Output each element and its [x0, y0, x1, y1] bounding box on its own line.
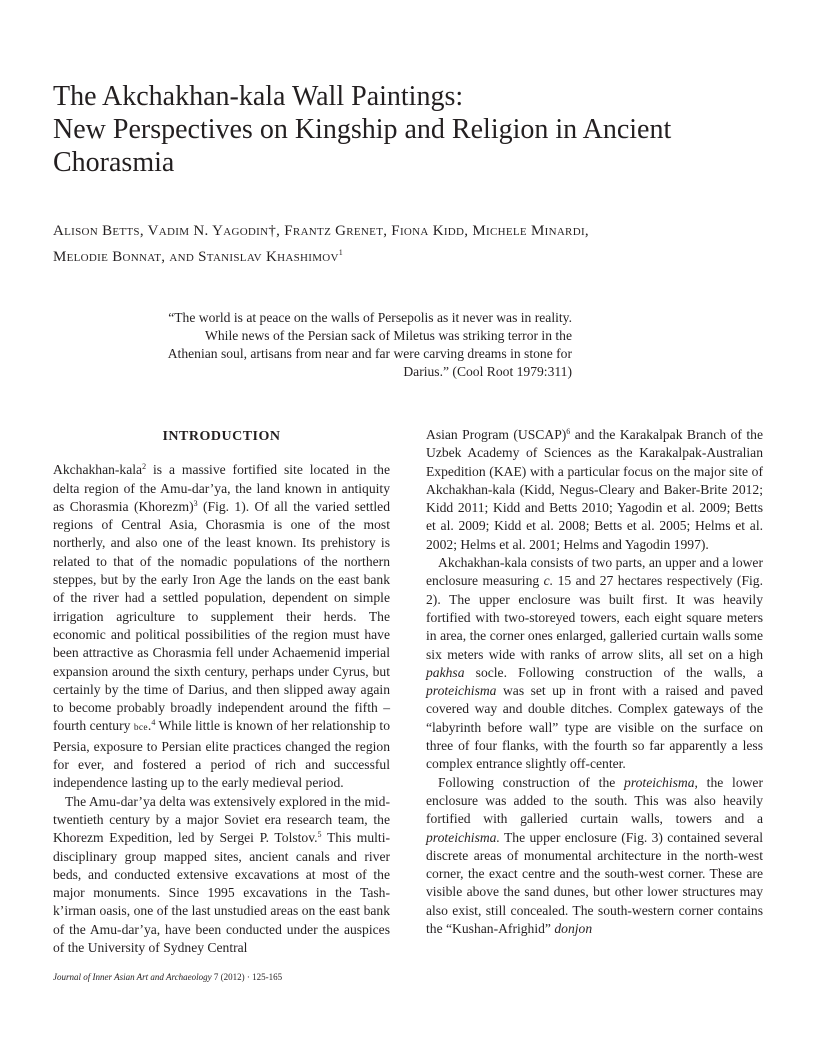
epigraph-line-2: While news of the Persian sack of Miletus was striking terror in the	[205, 328, 572, 343]
text-run: Akchakhan-kala	[53, 462, 143, 478]
text-run: and the Karakalpak Branch of the Uzbek Academy of Sciences as the Karakalpak-Australian Expedition (KAE) with a particular focus on the major site of Akchakhan-kala (Kidd, Negus-Cleary and Baker-Brite 2012; Kidd 2011; Kidd and Betts 2010; Yagodin et al. 2009; Betts et al. 2009; Kidd et al. 2008; Betts et al. 2005; Helms et al. 2002; Helms et al. 2001; Helms and Yagodin 1997).	[426, 427, 763, 552]
footnote-ref: 4	[151, 718, 156, 728]
journal-volume-pages: 7 (2012) · 125-165	[211, 972, 283, 982]
italic-term: proteichisma.	[426, 829, 500, 845]
italic-term: donjon	[554, 921, 593, 937]
right-column	[426, 426, 763, 938]
authors-line-1: Alison Betts, Vadim N. Yagodin†, Frantz Grenet, Fiona Kidd, Michele Minardi,	[53, 223, 589, 239]
italic-term: proteichisma	[624, 774, 695, 790]
text-run: The upper enclosure (Fig. 3) contained several discrete areas of monumental architecture in the north-west corner, the exact centre and the south-west corner. These are visible above the sand dunes, but other lower structures may also exist, still concealed. The south-western corner contains the “Kushan-Afrighid”	[426, 829, 763, 937]
author-list	[53, 220, 773, 268]
left-column	[53, 426, 390, 957]
text-run: (Fig. 1). Of all the varied settled regions of Central Asia, Chorasmia is one of the most northerly, and also one of the least known. Its prehistory is related to that of the nomadic populations of the northern steppes, but by the early Iron Age the lands on the east bank of the river had a settled population, dependent on simple irrigation agriculture to supplement their herds. The economic and political possibilities of the region must have been attractive as Chorasmia fell under Achaemenid imperial expansion around the sixth century, perhaps under Cyrus, but certainly by the time of Darius, and then slipped away again to become probably broadly independent around the fifth – fourth century	[53, 498, 390, 734]
epigraph-line-3: Athenian soul, artisans from near and far were carving dreams in stone for	[167, 346, 572, 361]
text-run: The Amu-dar’ya delta was extensively explored in the mid-twentieth century by a major Soviet era research team, the Khorezm Expedition, led by Sergei P. Tolstov.	[53, 793, 390, 846]
journal-name: Journal of Inner Asian Art and Archaeology	[53, 972, 212, 982]
paragraph	[53, 461, 390, 792]
text-run: Asian Program (USCAP)	[426, 427, 567, 442]
paragraph	[53, 793, 390, 958]
text-run: This multi-disciplinary group mapped sites, ancient canals and river beds, and conducted extensive excavations at most of the major monuments. Since 1995 excavations in the Tash-k’irman oasis, one of the last unstudied areas on the east bank of the Amu-dar’ya, have been conducted under the auspices of the University of Sydney Central	[53, 830, 391, 956]
journal-footer	[53, 972, 453, 982]
section-heading: INTRODUCTION	[162, 429, 281, 444]
text-run: .	[147, 718, 152, 734]
authors-line-2: Melodie Bonnat, and Stanislav Khashimov	[53, 249, 339, 265]
title-line-3: Chorasmia	[53, 147, 175, 178]
text-run: Akchakhan-kala consists of two parts, an upper and a lower enclosure measuring	[426, 555, 763, 589]
text-run: is a massive fortified site located in the delta region of the Amu-dar’ya, the land known in antiquity as Chorasmia (Khorezm)	[53, 462, 390, 514]
footnote-ref: 6	[566, 427, 571, 436]
text-run: was set up in front with a raised and paved covered way and double ditches. Complex gateways of the “labyrinth before wall” type are visible on the surface on three of four flanks, with the fourth so far apparently a less complex entrance slightly off-center.	[426, 683, 763, 772]
paragraph	[426, 554, 763, 774]
italic-term: proteichisma	[426, 683, 497, 699]
article-title	[53, 80, 773, 179]
paragraph	[426, 426, 763, 554]
italic-term: c.	[543, 573, 554, 589]
text-run: While little is known of her relationship to Persia, exposure to Persian elite practices changed the region for ever, and fostered a period of rich and successful independence lasting up to the early medieval period.	[53, 718, 390, 791]
italic-term: pakhsa	[426, 664, 465, 680]
era-abbreviation: bce	[133, 723, 148, 734]
title-line-2: New Perspectives on Kingship and Religion in Ancient	[53, 114, 672, 145]
footnote-ref: 2	[142, 462, 147, 472]
title-line-1: The Akchakhan-kala Wall Paintings:	[53, 81, 464, 112]
text-run: 15 and 27 hectares respectively (Fig. 2). The upper enclosure was built first. It was heavily fortified with two-storeyed towers, each eight square meters in area, the corner ones enlarged, galleried curtain walls some six meters wide with ranks of arrow slits, all set on a high	[426, 573, 763, 662]
paragraph	[426, 774, 763, 939]
epigraph-line-4: Darius.” (Cool Root 1979:311)	[403, 364, 572, 379]
epigraph-line-1: “The world is at peace on the walls of Persepolis as it never was in reality.	[168, 310, 572, 325]
author-footnote-marker: 1	[338, 248, 344, 257]
epigraph-quote	[130, 309, 572, 381]
text-run: , the lower enclosure was added to the south. This was also heavily fortified with galleried curtain walls, towers and a	[426, 774, 763, 827]
footnote-ref: 3	[193, 498, 198, 508]
text-run: Following construction of the	[438, 774, 625, 790]
footnote-ref: 5	[317, 830, 322, 840]
text-run: socle. Following construction of the walls, a	[464, 664, 763, 680]
